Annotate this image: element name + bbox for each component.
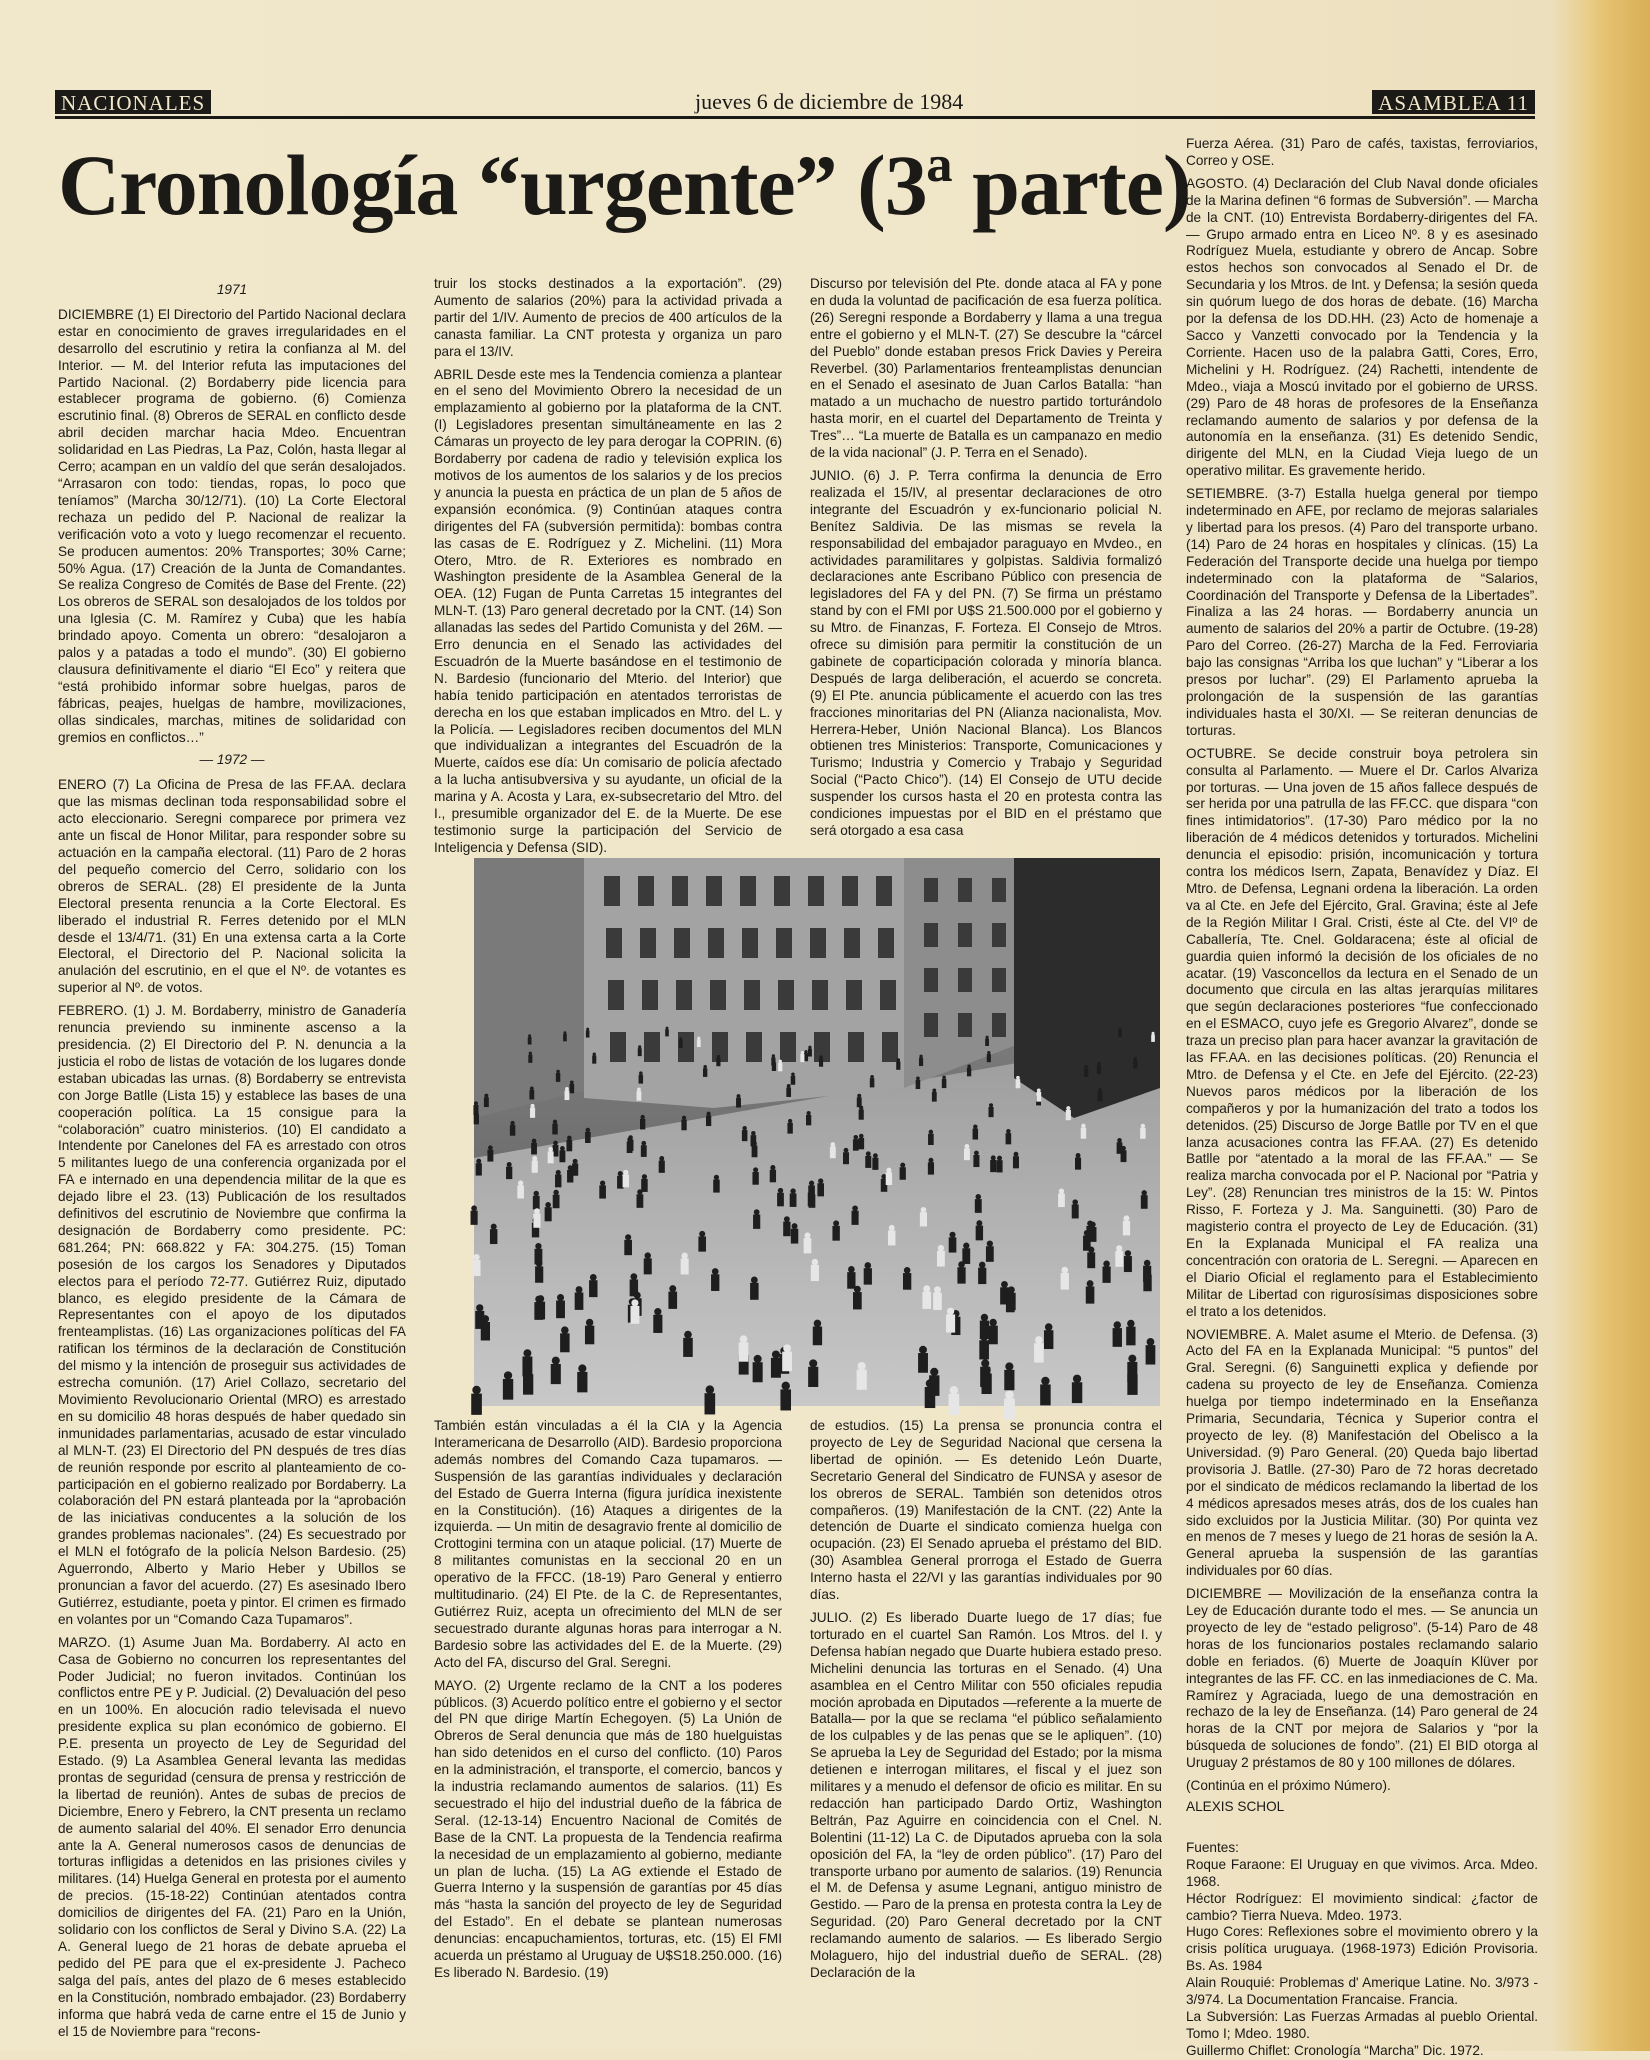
crowd-figure: [929, 1368, 939, 1396]
crowd-figure: [471, 1386, 482, 1415]
crowd-figure: [949, 1232, 957, 1253]
entry-junio: JUNIO. (6) J. P. Terra confirma la denuncia de Erro realizada el 15/IV, al presentar declaraciones de otro integrante del Escuadrón y ex-funcionario policial N. Benítez Saldivia. De las mismas se revela la responsabilidad del embajador paraguayo en Mvdeo., en actividades paramilitares y golpistas. Saldivia formalizó declaraciones ante Escribano Público con presencia de legisladores del FA y del PN. (7) Se firma un préstamo stand by con el FMI por U$S 21.500.000 por el gobierno y su Mtro. de Finanzas, F. Forteza. El Consejo de Mtros. ofrece su dimisión para permitir la constitución de un gabinete de coparticipación colorada y minoría blanca. Después de larga deliberación, el acuerdo se concreta. (9) El Pte. anuncia públicamente el acuerdo con las tres fracciones minoritarias del PN (Alianza nacionalista, Mov. Herrera-Heber, Unión Nacional Blanca). Los Blancos obtienen tres Ministerios: Transporte, Comunicaciones y Turismo; Industria y Comercio y Trabajo y Seguridad Social (“Pacto Chico”). (14) El Consejo de UTU decide suspender los cursos hasta el 20 en protesta contra las condiciones impuestas por el BID en el préstamo que será otorgado a esa casa: [810, 467, 1162, 838]
source-item: Alain Rouquié: Problemas d' Amerique Latine. No. 3/973 - 3/974. La Documentation Francaise. Francia.: [1186, 1975, 1538, 2008]
crowd-figure: [752, 1141, 758, 1157]
crowd-figure: [962, 1243, 970, 1264]
crowd-figure: [975, 1194, 982, 1213]
crowd-figure: [771, 1054, 775, 1065]
entry-abril-cont-2: También están vinculadas a él la CIA y la Agencia Interamericana de Desarrollo (AID). Bardesio proporciona además nombres del Comando Caza tupamaros. — Suspensión de las garantías individuales y declaración del Estado de Guerra Interna (figura jurídica inexistente en la Constitución). (16) Ataques a dirigentes de la izquierda. — Un mitin de desagravio frente al domicilio de Crottogini termina con un ataque policial. (17) Muerte de 8 militantes comunistas en la seccional 20 en un operativo de la FFCC. (18-19) Paro General y entierro multitudinario. (24) El Pte. de la C. de Representantes, Gutiérrez Ruiz, acepta un ofrecimiento del MLN de ser secuestrado durante algunas horas para interrogar a N. Bardesio sobre las actividades del E. de la Muerte. (29) Acto del FA, discurso del Gral. Seregni.: [434, 1418, 782, 1670]
crowd-figure: [865, 1151, 871, 1168]
building-window: [924, 1013, 938, 1037]
crowd-figure: [791, 1223, 798, 1243]
crowd-figure: [471, 1205, 478, 1224]
building-window: [740, 876, 756, 906]
crowd-figure: [783, 1216, 790, 1236]
crowd-figure: [490, 1224, 497, 1244]
crowd-figure: [665, 1027, 669, 1037]
crowd-figure: [782, 1344, 792, 1371]
entry-febrero: FEBRERO. (1) J. M. Bordaberry, ministro de Ganadería renuncia previendo su inminente ascenso a la presidencia. (2) El Directorio del P. N. denuncia a la justicia el robo de listas de votación de los lugares donde estaban ubicadas las urnas. (8) Bordaberry se entrevista con Jorge Batlle (Lista 15) y establece las bases de una cooperación política. La 15 consigue para la “colaboración” cuatro ministerios. (10) El candidato a Intendente por Canelones del FA es arrestado con otros 5 militantes luego de una conferencia organizada por el FA e internado en una dependencia militar de la que es dejado libre el 23. (13) Publicación de los resultados definitivos del escrutinio de Noviembre que confirma la designación de Bordaberry como presidente. PC: 681.264; PN: 668.822 y FA: 304.275. (15) Toman posesión de los cargos los Senadores y Diputados electos para el período 72-77. Gutiérrez Ruiz, diputado blanco, es elegido presidente de la Cámara de Representantes con el apoyo de los diputados frenteamplistas. (16) Las organizaciones políticas del FA ratifican los términos de la declaración de Constitución del mismo y la intención de proseguir sus actividades de estrecha comunión. (17) Ariel Collazo, secretario del Movimiento Revolucionario Oriental (MRO) es arrestado en su domicilio 48 horas después de haber quedado sin inmunidades parlamentarias, acusado de estar vinculado al MLN-T. (23) El Directorio del PN después de tres días de reunión responde por escrito al planteamiento de co-participación en el gobierno realizado por Bordaberry. La colaboración del PN estará planteada por la “aprobación de las iniciativas conducentes a la solución de los grandes problemas nacionales”. (24) Es secuestrado por el MLN el fotógrafo de la policía Nelson Bardesio. (25) Aguerrondo, Alberto y Mario Heber y Ubillos se pronuncian a favor del acuerdo. (27) Es asesinado Ibero Gutiérrez, estudiante, poeta y pintor. El crimen es firmado en volantes por un “Comando Caza Tupamaros”.: [58, 1003, 406, 1627]
crowd-figure: [599, 1180, 606, 1198]
crowd-figure: [817, 1178, 824, 1196]
crowd-figure: [946, 1308, 955, 1333]
crowd-figure: [575, 1286, 584, 1310]
crowd-figure: [1113, 1321, 1122, 1347]
building-window: [744, 980, 760, 1010]
crowd-figure: [503, 1371, 513, 1399]
crowd-figure: [713, 1175, 720, 1193]
entry-noviembre: NOVIEMBRE. A. Malet asume el Mterio. de Defensa. (3) Acto del FA en la Explanada Municipal: “5 puntos” del Gral. Seregni. (6) Sanguinetti explica y defiende por cadena su proyecto de ley de Enseñanza. Comienza huelga por tiempo indeterminado en la Enseñanza Primaria, Secundaria, Técnica y Superior contra el proyecto de ley. (8) Manifestación del Obelisco a la Universidad. (9) Paro General. (20) Queda bajo libertad provisoria J. Batlle. (27-30) Paro de 72 horas decretado por el sindicato de médicos reclamando la libertad de los 4 médicos apresados meses atrás, dos de los cuales han sido excluidos por la Justicia Militar. (30) Por quinta vez en menos de 7 meses y luego de 21 horas de sesión la A. General aprueba la suspensión de las garantías individuales por 60 días.: [1186, 1326, 1538, 1579]
crowd-figure: [517, 1180, 524, 1198]
crowd-figure: [1086, 1280, 1095, 1303]
crowd-figure: [683, 1331, 693, 1357]
crowd-figure: [641, 1174, 647, 1192]
crowd-figure: [980, 1359, 990, 1387]
building-window: [958, 968, 972, 992]
crowd-figure: [637, 1189, 644, 1208]
crowd-figure: [1004, 1390, 1015, 1419]
crowd-figure: [586, 1028, 590, 1038]
building-window: [606, 928, 622, 958]
crowd-figure: [770, 1165, 776, 1182]
crowd-figure: [681, 1253, 689, 1275]
crowd-figure: [859, 1106, 864, 1120]
crowd-figure: [742, 1126, 748, 1141]
crowd-figure: [811, 1259, 819, 1281]
source-item: La Subversión: Las Fuerzas Armadas al pueblo Oriental. Tomo I; Mdeo. 1980.: [1186, 2008, 1538, 2041]
crowd-figure: [922, 1285, 931, 1309]
crowd-figure: [1066, 1106, 1071, 1120]
building-window: [992, 1013, 1006, 1037]
crowd-figure: [987, 1051, 991, 1062]
building-window: [878, 928, 894, 958]
building-window: [712, 1032, 728, 1062]
entry-abril: ABRIL Desde este mes la Tendencia comienza a plantear en el seno del Movimiento Obrero la necesidad de un emplazamiento al gobierno por la plataforma de la CNT. (I) Legisladores presentan simultáneamente en las 2 Cámaras un proyecto de ley para derogar la COPRIN. (6) Bordaberry por cadena de radio y televisión explica los motivos de los aumentos de los salarios y de los precios y anuncia la puesta en práctica de un plan de 5 años de expansión económica. (9) Continúan ataques contra dirigentes del FA (subversión permitida): bombas contra las casas de E. Rodríguez y Z. Michelini. (11) Mora Otero, Mtro. de R. Exteriores es nombrado en Washington presidente de la Asamblea General de la OEA. (12) Fugan de Punta Carretas 15 integrantes del MLN-T. (13) Paro general decretado por la CNT. (14) Son allanadas las sedes del Partido Comunista y del 26M. — Erro denuncia en el Senado las actividades del Escuadrón de la Muerte basándose en el testimonio de N. Bardesio (funcionario del Mterio. del Interior) que había tenido participación en atentados terroristas de derecha en los que estaban implicados en Mtro. del L. y la Policía. — Legisladores reciben documentos del MLN que individualizan a integrantes del Escuadrón de la Muerte, caídos ese día: Un comisario de policía afectado a la lucha antisubversiva y su ayudante, un oficial de la marina y A. Acosta y Lara, ex-subsecretario del Mtro. del I., presumible organizador del E. de la Muerte. De ese testimonio surge la participación del Servicio de Inteligencia y Defensa (SID).: [434, 366, 782, 855]
page-label: ASAMBLEA 11: [1372, 90, 1535, 114]
crowd-figure: [847, 1266, 855, 1289]
crowd-figure: [985, 1036, 989, 1046]
building-window: [672, 876, 688, 906]
crowd-figure: [808, 1046, 812, 1057]
crowd-figure: [703, 1065, 707, 1077]
crowd-figure: [1098, 1088, 1103, 1101]
column-4: [1186, 136, 1538, 2058]
crowd-figure: [903, 1267, 911, 1290]
crowd-figure: [531, 1139, 537, 1155]
crowd-figure: [565, 1087, 570, 1100]
crowd-figure: [853, 1135, 859, 1151]
building-window: [638, 876, 654, 906]
building-window: [992, 968, 1006, 992]
crowd-figure: [967, 1064, 971, 1076]
crowd-figure: [870, 1075, 875, 1087]
crowd-figure: [679, 1037, 683, 1047]
crowd-figure: [787, 1119, 792, 1134]
entry-abril-cont: Discurso por televisión del Pte. donde ataca al FA y pone en duda la voluntad de pacificación de esa fuerza política. (26) Seregni responde a Bordaberry y llama a una tregua entre el gobierno y el MLN-T. (27) Se descubre la “cárcel del Pueblo” donde estaban presos Frick Davies y Pereira Reverbel. (30) Parlamentarios frenteamplistas denuncian en el Senado el asesinato de Juan Carlos Batalla: “han matado a un muchacho de nuestro partido torturándolo hasta morir, en el cuartel del Departamento de Treinta y Tres”… “La muerte de Batalla es un campanazo en medio de la vida nacional” (J. P. Terra en el Senado).: [810, 276, 1162, 461]
crowd-figure: [928, 1158, 934, 1175]
building-window: [644, 1032, 660, 1062]
crowd-figure: [804, 1232, 812, 1253]
building-window: [776, 928, 792, 958]
crowd-figure: [533, 1208, 540, 1228]
building-window: [876, 876, 892, 906]
crowd-figure: [853, 1286, 862, 1310]
crowd-figure: [976, 1220, 983, 1240]
crowd-figure: [589, 1274, 597, 1297]
crowd-figure: [1036, 1088, 1041, 1101]
crowd-figure: [474, 1110, 479, 1124]
entry-mayo: MAYO. (2) Urgente reclamo de la CNT a los poderes públicos. (3) Acuerdo político entre el gobierno y el sector del PN que dirige Martín Echegoyen. (5) La Unión de Obreros de Seral denuncia que más de 180 huelguistas han sido detenidos en el curso del conflicto. (10) Paros en la administración, el transporte, el comercio, bancos y la industria reclamando aumentos de salarios. (11) Es secuestrado el hijo del industrial dueño de la fábrica de Seral. (12-13-14) Encuentro Nacional de Comités de Base de la CNT. La propuesta de la Tendencia reafirma la necesidad de un emplazamiento al gobierno, mediante un plan de lucha. (15) La AG extiende el Estado de Guerra Interno y la suspensión de garantías por 45 días más “hasta la sanción del proyecto de ley de Seguridad del Estado”. En el debate se plantean numerosas denuncias: encapuchamientos, torturas, etc. (15) El FMI acuerda un préstamo al Uruguay de U$S18.250.000. (16) Es liberado N. Bardesio. (19): [434, 1677, 782, 1980]
crowd-figure: [886, 1168, 892, 1185]
crowd-figure: [920, 1207, 927, 1227]
crowd-figure: [624, 1234, 632, 1255]
crowd-figure: [786, 1084, 791, 1097]
crowd-figure: [830, 1142, 836, 1158]
crowd-figure: [852, 1205, 859, 1224]
crowd-figure: [639, 1071, 643, 1083]
crowd-figure: [780, 1382, 791, 1411]
crowd-figure: [986, 1241, 994, 1262]
column-3-top: [810, 276, 1162, 846]
entry-julio: JULIO. (2) Es liberado Duarte luego de 17 días; fue torturado en el cuartel San Ramón. Los Mtros. del I. y Defensa habían negado que Duarte hubiera estado preso. Michelini denuncia las torturas en el Senado. (4) Una asamblea en el Centro Militar con 550 oficiales repudia moción aprobada en Diputados —referente a la muerte de Batalla— por la que se reclama “el público señalamiento de los culpables y de las penas que se le apliquen”. (10) Se aprueba la Ley de Seguridad del Estado; por la misma detienen e interrogan militares, el fiscal y el juez son militares y a menudo el defensor de oficio es militar. En su redacción han participado Dardo Ortiz, Washington Beltrán, Paz Aguirre en coincidencia con el Cnel. N. Bolentini (11-12) La C. de Diputados aprueba con la sola oposición del FA, la “ley de orden público”. (17) Paro del transporte urbano por aumento de salarios. (19) Renuncia el M. de Defensa y asume Legnani, antiguo ministro de Gestido. — Paro de la prensa en protesta contra la Ley de Seguridad. (20) Paro General decretado por la CNT reclamando aumento de salarios. — Es liberado Sergio Molaguero, hijo del industrial dueño de SERAL. (28) Declaración de la: [810, 1609, 1162, 1980]
crowd-figure: [569, 1081, 574, 1094]
year-heading-1972: — 1972 —: [199, 752, 265, 768]
news-photograph: [474, 858, 1160, 1406]
entry-marzo-cont: truir los stocks destinados a la exportación”. (29) Aumento de salarios (20%) para la actividad privada a partir del 1/IV. Aumento de precios de 400 artículos de la canasta familiar. La CNT protesta y organiza un paro para el 13/IV.: [434, 276, 782, 359]
crowd-figure: [1040, 1377, 1050, 1406]
crowd-figure: [555, 1170, 561, 1188]
crowd-figure: [592, 1052, 596, 1063]
crowd-figure: [964, 1144, 970, 1160]
crowd-figure: [577, 1364, 587, 1392]
crowd-figure: [1072, 1199, 1079, 1218]
crowd-figure: [566, 1136, 572, 1152]
crowd-figure: [1097, 1062, 1101, 1074]
crowd-figure: [771, 1351, 781, 1378]
source-item: Roque Faraone: El Uruguay en que vivimos. Arca. Mdeo. 1968.: [1186, 1856, 1538, 1889]
column-1: [58, 276, 406, 2039]
crowd-figure: [627, 1137, 633, 1153]
crowd-figure: [933, 1286, 942, 1310]
page-fold-edge: [1588, 0, 1650, 2051]
crowd-figure: [973, 1124, 979, 1139]
crowd-figure: [1081, 1124, 1087, 1139]
column-3-bottom: [810, 1418, 1162, 1980]
crowd-figure: [777, 1188, 784, 1206]
crowd-figure: [806, 1111, 811, 1125]
crowd-figure: [858, 1134, 864, 1150]
crowd-figure: [1140, 1124, 1146, 1139]
building-window: [842, 876, 858, 906]
crowd-figure: [1083, 1230, 1091, 1251]
crowd-figure: [637, 1088, 642, 1101]
building-window: [780, 1032, 796, 1062]
crowd-figure: [1072, 1375, 1082, 1403]
entry-octubre: OCTUBRE. Se decide construir boya petrolera sin consulta al Parlamento. — Muere el Dr. Carlos Alvariza por torturas. — Una joven de 15 años fallece después de ser herida por una patrulla de las FF.CC. que dispara “con fines intimidatorios”. (17-30) Paro médico por la no liberación de 4 médicos detenidos y torturados. Michelini denuncia el episodio: prisión, incomunicación y tortura contra los médicos Isern, Zapata, Benavídez y Díaz. El Mtro. de Defensa, Legnani ordena la liberación. La orden va al Cte. en Jefe del Ejército, Gral. Gravina; éste al Jefe de la Región Militar I Gral. Cristi, éste al Cte. del VIº de Caballería, Tte. Cnel. Goldaracena; éste al oficial de guardia quien informó la decisión de los oficiales de no acatar. (19) Vasconcellos da lectura en el Senado de un documento que circula en las altas jerarquías militares que según declaraciones posteriores “fue confeccionado en el ESMACO, cuyo jefe es Gregorio Alvarez”, donde se traza un preciso plan para hacer avanzar la gravitación de las FF.AA. en las decisiones políticas. (20) Renuncia el Mtro. de Defensa y el Cte. en Jefe del Ejército. (22-23) Nuevos paros médicos por la liberación de los compañeros y por la humanización del trato a todos los detenidos. (25) Discurso de Jorge Batlle por TV en el que lanza acusaciones contra las FF.AA. (27) Es detenido Batlle por “atentado a la moral de las FF.AA.” — Se realiza marcha convocada por el P. Nacional por “Patria y Ley”. (28) Renuncian tres ministros de la 15: W. Pintos Risso, F. Forteza y J. Ma. Sanguinetti. (30) Paro de magisterio contra el proyecto de Ley de Educación. (31) En la Explanada Municipal el FA realiza una concentración con oratoria de L. Seregni. — Aparecen en el Diario Oficial el reglamento para el Establecimiento Militar de Libertad con rigurosísimas disposiciones sobre el trato a los detenidos.: [1186, 745, 1538, 1319]
crowd-figure: [528, 1052, 532, 1063]
building-window: [958, 923, 972, 947]
crowd-figure: [1058, 1189, 1065, 1208]
crowd-figure: [529, 1086, 534, 1099]
page-header: [55, 90, 1535, 119]
building-window: [604, 876, 620, 906]
crowd-figure: [1006, 1129, 1012, 1144]
crowd-figure: [1133, 1057, 1137, 1068]
crowd-figure: [813, 1320, 822, 1346]
crowd-figure: [942, 1076, 947, 1088]
crowd-figure: [668, 1285, 677, 1309]
crowd-figure: [536, 1295, 545, 1319]
building-window: [924, 923, 938, 947]
crowd-figure: [553, 1190, 560, 1209]
crowd-figure: [1126, 1320, 1135, 1346]
crowd-figure: [809, 1189, 816, 1208]
crowd-figure: [487, 1145, 493, 1161]
crowd-figure: [617, 1171, 623, 1189]
crowd-figure: [535, 1260, 543, 1282]
building-window: [958, 1013, 972, 1037]
crowd-figure: [808, 1359, 818, 1387]
sources-title: Fuentes:: [1186, 1839, 1239, 1855]
crowd-figure: [752, 1167, 758, 1184]
crowd-figure: [644, 1252, 652, 1274]
entry-marzo: MARZO. (1) Asume Juan Ma. Bordaberry. Al acto en Casa de Gobierno no concurren los representantes del Poder Judicial; no fueron invitados. Continúan los conflictos entre PE y P. Judicial. (2) Devaluación del peso en un 100%. En alocución radio televisada el nuevo presidente explica su plan económico de gobierno. El P.E. presenta un proyecto de Ley de Seguridad del Estado. (9) La Asamblea General levanta las medidas prontas de seguridad (censura de prensa y restricción de la libertad de reunión). Antes de subas de precios de Diciembre, Enero y Febrero, la CNT presenta un reclamo de aumento salarial del 40%. El senador Erro denuncia ante la A. General numerosos casos de denuncias de torturas infligidas a detenidos en las prisiones civiles y militares. (14) Huelga General en protesta por el aumento de precios. (15-18-22) Continúan atentados contra domicilios de dirigentes del FA. (21) Paro en la Unión, solidario con los conflictos de Seral y Divino S.A. (22) La A. General luego de 21 horas de debate aprueba el pedido del PE para que el ex-presidente J. Pacheco salga del país, antes del plazo de 6 meses establecido en la Constitución, nombrado embajador. (23) Bordaberry informa que habrá veda de carne entre el 15 de Junio y el 15 de Noviembre para “recons-: [58, 1634, 406, 2039]
crowd-figure: [1127, 1355, 1137, 1382]
crowd-figure: [1034, 1336, 1044, 1362]
crowd-figure: [1117, 1138, 1123, 1154]
crowd-figure: [1151, 1032, 1155, 1042]
crowd-figure: [1044, 1323, 1053, 1349]
crowd-figure: [979, 1333, 989, 1359]
crowd-figure: [804, 1050, 808, 1061]
crowd-figure: [996, 1156, 1002, 1173]
crowd-figure: [919, 1055, 923, 1066]
crowd-figure: [552, 1120, 557, 1135]
building-window: [706, 876, 722, 906]
crowd-figure: [506, 1162, 512, 1179]
crowd-figure: [623, 1170, 629, 1188]
crowd-figure: [937, 1245, 945, 1267]
crowd-figure: [739, 1335, 749, 1361]
crowd-figure: [916, 1076, 921, 1089]
building-window: [992, 923, 1006, 947]
crowd-figure: [681, 1116, 686, 1131]
column-2-top: [434, 276, 782, 855]
crowd-figure: [949, 1386, 960, 1415]
crowd-figure: [560, 1326, 569, 1352]
crowd-figure: [630, 1299, 639, 1323]
crowd-figure: [1004, 1362, 1014, 1390]
crowd-figure: [864, 1262, 872, 1284]
entry-agosto: AGOSTO. (4) Declaración del Club Naval donde oficiales de la Marina definen “6 formas de Subversión”. — Marcha de la CNT. (10) Entrevista Bordaberry-dirigentes del FA. — Grupo armado entra en Liceo Nº. 8 y es asesinado Rodríguez Muela, estudiante y obrero de Ancap. Sobre estos hechos son convocados al Senado el Dr. de Secundaria y los Mtros. de Int. y Defensa; la sesión queda sin quórum luego de dos horas de debate. (16) Marcha por la defensa de los DD.HH. (23) Acto de homenaje a Sacco y Vanzetti convocado por la Tendencia y la Corriente. Hacen uso de la palabra Gatti, Cores, Erro, Michelini y H. Rodríguez. (24) Rachetti, intendente de Mdeo., viaja a Moscú invitado por el gobierno de URSS. (29) Paro de 48 horas de profesores de la Enseñanza reclamando aumento de salarios y por defensa de la autonomía en la enseñanza. (31) Es detenido Sendic, dirigente del MLN, en la Ciudad Vieja luego de un operativo militar. Es gravemente herido.: [1186, 175, 1538, 479]
building-window: [882, 1032, 898, 1062]
crowd-figure: [476, 1159, 482, 1176]
crowd-figure: [1146, 1338, 1156, 1365]
building-window: [710, 980, 726, 1010]
crowd-figure: [857, 1094, 862, 1107]
crowd-figure: [556, 1070, 560, 1082]
crowd-figure: [551, 1357, 561, 1385]
building-window: [880, 980, 896, 1010]
crowd-figure: [918, 1346, 928, 1373]
crowd-figure: [896, 1058, 900, 1070]
headline: Cronología “urgente” (3ª parte): [58, 137, 1191, 233]
crowd-figure: [545, 1202, 552, 1221]
entry-enero: ENERO (7) La Oficina de Presa de las FF.AA. declara que las mismas declinan toda responsabilidad sobre el acto eleccionario. Seregni comparece por primera vez ante un fiscal de Honor Militar, para responder sobre su actuación en la campaña electoral. (11) Paro de 2 horas del pequeño comercio del Cerro, solidario con los obreros de SERAL. (28) El presidente de la Junta Electoral presenta renuncia a la Corte Electoral. Es liberado el industrial R. Ferres detenido por el MLN desde el 13/4/71. (31) En una extensa carta a la Corte Electoral, el Directorio del P. Nacional solicita la anulación del escrutinio, en el que el Nº. de votantes es superior al Nº. de votos.: [58, 777, 406, 996]
building-window: [808, 876, 824, 906]
building-window: [742, 928, 758, 958]
crowd-figure: [753, 1209, 760, 1229]
building-window: [846, 980, 862, 1010]
crowd-figure: [1006, 1288, 1015, 1312]
building-window: [844, 928, 860, 958]
crowd-figure: [510, 1121, 515, 1136]
building-window: [810, 928, 826, 958]
crowd-figure: [653, 1308, 662, 1333]
entry-setiembre: SETIEMBRE. (3-7) Estalla huelga general por tiempo indeterminado en AFE, por reclamo de mejoras salariales y libertad para los presos. (4) Paro del transporte urbano. (14) Paro de 24 horas en hospitales y clínicas. (15) La Federación del Transporte decide una huelga por tiempo indeterminado con la plataforma de “Salarios, Coordinación del Transporte y Defensa de la Libertades”. Finaliza a las 24 horas. — Bordaberry anuncia un aumento de salarios del 20% a partir de Octubre. (19-28) Paro del Correo. (26-27) Marcha de la Fed. Ferroviaria bajo las consignas “Arriba los que luchan” y “Liberar a los presos por luchar”. (29) El Parlamento aprueba la prolongación de la suspensión de las garantías individuales hasta el 30/XI. — Se reiteran denuncias de torturas.: [1186, 486, 1538, 738]
crowd-figure: [778, 1060, 782, 1072]
crowd-figure: [1084, 1065, 1088, 1077]
crowd-figure: [900, 1163, 906, 1180]
source-item: Héctor Rodríguez: El movimiento sindical: ¿factor de cambio? Tierra Nueva. Mdeo. 1973.: [1186, 1890, 1538, 1923]
crowd-figure: [888, 1225, 895, 1245]
continuation-note: (Continúa en el próximo Número).: [1186, 1778, 1391, 1794]
crowd-figure: [528, 1034, 532, 1044]
building-window: [676, 980, 692, 1010]
source-item: Hugo Cores: Reflexiones sobre el movimiento obrero y la crisis política uruguaya. (1968-1973) Edición Provisoria. Bs. As. 1984: [1186, 1924, 1538, 1974]
crowd-figure: [1123, 1215, 1130, 1235]
crowd-figure: [1061, 1267, 1069, 1290]
crowd-figure: [532, 1156, 538, 1173]
crowd-figure: [928, 1130, 934, 1145]
crowd-figure: [790, 1188, 797, 1207]
building-window: [848, 1032, 864, 1062]
crowd-figure: [716, 1055, 720, 1066]
crowd-figure: [548, 1147, 554, 1163]
crowd-figure: [706, 1112, 711, 1126]
crowd-figure: [523, 1367, 533, 1395]
crowd-figure: [556, 1294, 565, 1318]
crowd-figure: [988, 1319, 997, 1345]
crowd-figure: [563, 1031, 567, 1041]
building-window: [746, 1032, 762, 1062]
column-2-bottom: [434, 1418, 782, 1980]
crowd-figure: [585, 1128, 591, 1143]
building-window: [924, 968, 938, 992]
building-window: [610, 1032, 626, 1062]
crowd-figure: [659, 1156, 665, 1173]
crowd-figure: [990, 1155, 996, 1172]
crowd-figure: [1115, 1245, 1123, 1267]
entry-junio-cont: de estudios. (15) La prensa se pronuncia contra el proyecto de Ley de Seguridad Nacional que cersena la libertad de opinión. — Es detenido León Duarte, Secretario General del Sindicatro de FUNSA y asesor de los obreros de SERAL. También son detenidos otros compañeros. (19) Manifestación de la CNT. (22) Ante la detención de Duarte el sindicato comienza huelga con ocupación. (23) El Senado aprueba el préstamo del BID. (30) Asamblea General prorroga el Estado de Guerra Interno hasta el 22/VI y las garantías individuales por 90 días.: [810, 1418, 1162, 1603]
crowd-figure: [472, 1254, 480, 1276]
issue-date: jueves 6 de diciembre de 1984: [695, 89, 964, 114]
crowd-figure: [705, 1385, 716, 1414]
crowd-figure: [791, 1072, 796, 1084]
source-item: Guillermo Chiflet: Cronología “Marcha” Dic. 1972.: [1186, 2042, 1484, 2058]
crowd-figure: [1075, 1153, 1081, 1170]
crowd-figure: [1141, 1190, 1148, 1209]
entry-diciembre-1972: DICIEMBRE — Movilización de la enseñanza contra la Ley de Educación durante todo el mes. — Se anuncia un proyecto de ley de “estado peligroso”. (5-14) Paro de 48 horas de los funcionarios postales reclamando salario doble en feriados. (6) Muerte de Joaquín Klüver por integrantes de las FF. CC. en las inmediaciones de C. Ma. Ramírez y Agraciada, luego de una demostración en rechazo de la ley de Enseñanza. (14) Paro general de 24 horas de la CNT por mejora de Salarios y “por la búsqueda de soluciones de fondo”. (21) El BID otorga al Uruguay 2 préstamos de 80 y 100 millones de dólares.: [1186, 1586, 1538, 1771]
building-window: [958, 878, 972, 902]
crowd-figure: [872, 1153, 878, 1170]
crowd-figure: [832, 1220, 839, 1240]
crowd-figure: [736, 1094, 741, 1107]
author-signature: ALEXIS SCHOL: [1186, 1799, 1285, 1814]
crowd-figure: [1016, 1076, 1021, 1088]
crowd-figure: [1013, 1152, 1019, 1169]
crowd-figure: [640, 1115, 645, 1130]
crowd-figure: [638, 1045, 642, 1056]
crowd-figure: [753, 1355, 763, 1382]
crowd-figure: [530, 1104, 535, 1118]
crowd-figure: [697, 1037, 701, 1047]
building-window: [992, 878, 1006, 902]
crowd-figure: [484, 1094, 489, 1107]
crowd-figure: [932, 1088, 937, 1101]
crowd-figure: [641, 1141, 647, 1157]
crowd-figure: [1124, 1250, 1132, 1272]
crowd-figure: [698, 1231, 706, 1252]
year-heading-1971: 1971: [216, 282, 248, 297]
crowd-figure: [559, 1146, 565, 1162]
crowd-figure: [800, 1051, 804, 1062]
crowd-figure: [585, 1319, 594, 1345]
building-window: [640, 928, 656, 958]
crowd-figure: [1118, 1027, 1122, 1037]
crowd-figure: [973, 1151, 979, 1167]
crowd-figure: [1102, 1260, 1110, 1282]
entry-julio-cont: Fuerza Aérea. (31) Paro de cafés, taxistas, ferroviarios, Correo y OSE.: [1186, 136, 1538, 168]
building-window: [708, 928, 724, 958]
entry-diciembre-1971: DICIEMBRE (1) El Directorio del Partido Nacional declara estar en conocimiento de graves irregularidades en el desarrollo del escrutinio y retira la confianza al M. del Interior. — M. del Interior refuta las imputaciones del Partido Nacional. (2) Bordaberry pide licencia para establecer programa de gobierno. (6) Comienza escrutinio final. (8) Obreros de SERAL en conflicto desde abril deciden marchar hacia Mdeo. Encuentran solidaridad en Las Piedras, La Paz, Colón, hasta llegar al Cerro; acampan en un valdío del que serán desalojados. “Arrasaron con todo: tiendas, ropas, lo poco que teníamos” (Marcha 30/12/71). (10) La Corte Electoral rechaza un pedido del P. Nacional de realizar la verificación voto a voto y luego recomenzar el recuento. Se producen aumentos: 20% Transportes; 30% Carne; 50% Agua. (17) Creación de la Junta de Comandantes. Se realiza Congreso de Comités de Base del Frente. (22) Los obreros de SERAL son desalojados de los toldos por una Iglesia (C. M. Ramírez y Cuba) que les había brindado apoyo. Comenta un obrero: “desalojaron a palos y a patadas a todo el mundo”. (30) El gobierno clausura definitivamente el diario “El Eco” y reitera que “está prohibido informar sobre huelgas, paros de fábricas, peajes, huelgas de hambre, movilizaciones, ollas sindicales, marchas, mitines de solidaridad con gremios en conflictos…”: [58, 306, 406, 745]
crowd-figure: [957, 1261, 965, 1283]
building-window: [642, 980, 658, 1010]
crowd-figure: [1143, 1268, 1151, 1291]
crowd-figure: [978, 1262, 986, 1284]
building-window: [608, 980, 624, 1010]
section-label: NACIONALES: [55, 90, 211, 114]
building-window: [924, 878, 938, 902]
photo-crowd-scene: [474, 858, 1160, 1406]
building-window: [774, 876, 790, 906]
crowd-figure: [750, 1277, 759, 1300]
crowd-figure: [843, 1148, 849, 1164]
crowd-figure: [819, 1055, 823, 1066]
building-window: [674, 928, 690, 958]
crowd-figure: [711, 1268, 719, 1291]
crowd-figure: [988, 1103, 993, 1117]
crowd-figure: [481, 1315, 490, 1340]
crowd-figure: [572, 1159, 578, 1176]
crowd-figure: [857, 1362, 867, 1390]
building-window: [812, 980, 828, 1010]
building-window: [778, 980, 794, 1010]
crowd-figure: [533, 1191, 540, 1210]
